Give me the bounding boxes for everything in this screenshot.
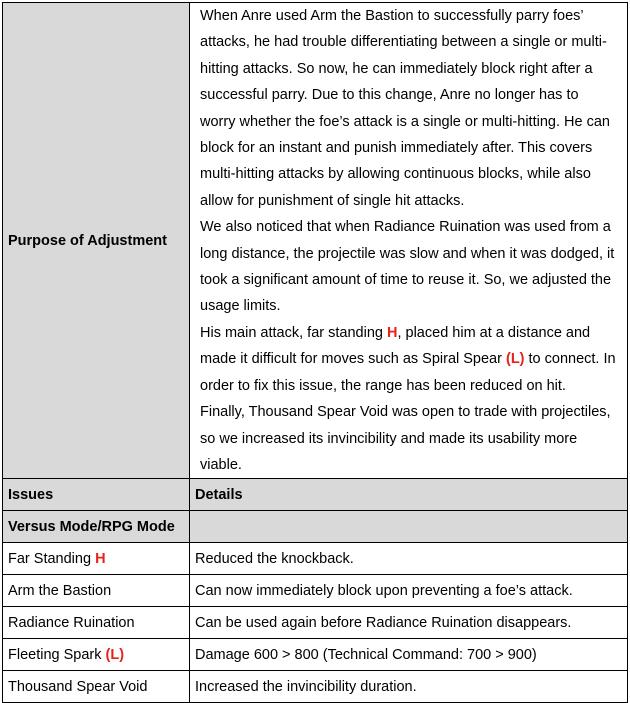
issue-detail: Damage 600 > 800 (Technical Command: 700 > 900) [190, 639, 628, 671]
section-label: Versus Mode/RPG Mode [3, 511, 190, 543]
purpose-paragraph-3: His main attack, far standing H, placed him at a distance and made it difficult for moves such as Spiral Spear (L) to connect. In order to fix this issue, the range has been reduced on hit. [200, 324, 616, 394]
purpose-paragraph-2: We also noticed that when Radiance Ruination was used from a long distance, the projectile was slow and when it was dodged, it took a significant amount of time to reuse it. So, we adjusted the usage limits. [200, 219, 615, 315]
issues-header: Issues [3, 479, 190, 511]
table-row [3, 575, 628, 607]
purpose-paragraph-1: When Anre used Arm the Bastion to successfully parry foes’ attacks, he had trouble differentiating between a single or multi-hitting attacks. So now, he can immediately block right after a successful parry. Due to this change, Anre no longer has to worry whether the foe’s attack is a single or multi-hitting. He can block for an instant and punish immediately after. This covers multi-hitting attacks by allowing continuous blocks, while also allow for punishment of single hit attacks. [200, 8, 610, 209]
table-row [3, 671, 628, 703]
header-row [3, 479, 628, 511]
button-tag: H [95, 550, 106, 567]
purpose-row [3, 3, 628, 479]
issue-name: Thousand Spear Void [3, 671, 190, 703]
patch-notes-table [2, 2, 628, 703]
button-h-tag: H [386, 324, 398, 341]
table-row [3, 607, 628, 639]
issue-name: Far Standing H [3, 543, 190, 575]
button-tag: (L) [105, 646, 125, 663]
details-header: Details [190, 479, 628, 511]
section-empty-cell [190, 511, 628, 543]
issue-name: Arm the Bastion [3, 575, 190, 607]
button-l-tag: (L) [505, 351, 525, 368]
issue-detail: Can be used again before Radiance Ruination disappears. [190, 607, 628, 639]
issue-name: Fleeting Spark (L) [3, 639, 190, 671]
issue-detail: Can now immediately block upon preventing a foe’s attack. [190, 575, 628, 607]
section-row [3, 511, 628, 543]
table-row [3, 543, 628, 575]
issue-name: Radiance Ruination [3, 607, 190, 639]
purpose-paragraph-4: Finally, Thousand Spear Void was open to trade with projectiles, so we increased its invincibility and made its usability more viable. [200, 404, 611, 473]
table-row [3, 639, 628, 671]
purpose-text [190, 3, 628, 479]
purpose-label: Purpose of Adjustment [3, 3, 190, 479]
issue-detail: Reduced the knockback. [190, 543, 628, 575]
issue-detail: Increased the invincibility duration. [190, 671, 628, 703]
